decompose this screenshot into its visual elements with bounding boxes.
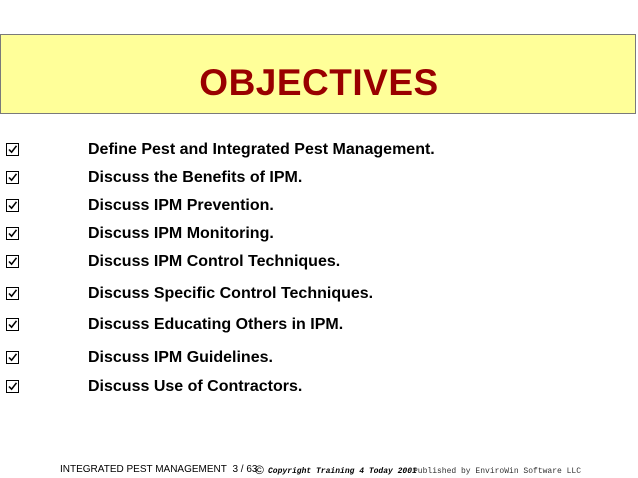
- copyright-symbol: ©: [255, 463, 264, 477]
- checkbox-checked-icon: [6, 318, 19, 331]
- item-text: Discuss IPM Prevention.: [88, 197, 274, 214]
- checkbox-checked-icon: [6, 227, 19, 240]
- checkbox-checked-icon: [6, 287, 19, 300]
- item-text: Discuss Specific Control Techniques.: [88, 285, 374, 302]
- item-text: Discuss IPM Monitoring.: [88, 225, 274, 242]
- checkbox-checked-icon: [6, 255, 19, 268]
- checkbox-checked-icon: [6, 199, 19, 212]
- checkbox-checked-icon: [6, 380, 19, 393]
- item-text: Discuss IPM Control Techniques.: [88, 253, 341, 270]
- slide-title: OBJECTIVES: [199, 62, 439, 103]
- copyright-text: Copyright Training 4 Today 2001: [268, 467, 417, 476]
- item-text: Discuss Use of Contractors.: [88, 378, 303, 395]
- checkbox-checked-icon: [6, 143, 19, 156]
- publisher-text: Published by EnviroWin Software LLC: [413, 467, 582, 476]
- footer-page-number: 3 / 63: [232, 464, 258, 475]
- checkbox-checked-icon: [6, 351, 19, 364]
- item-text: Discuss the Benefits of IPM.: [88, 169, 303, 186]
- item-text: Discuss IPM Guidelines.: [88, 349, 273, 366]
- checkbox-checked-icon: [6, 171, 19, 184]
- item-text: Define Pest and Integrated Pest Management.: [88, 141, 435, 158]
- footer-course-title: [60, 464, 257, 476]
- item-text: Discuss Educating Others in IPM.: [88, 316, 344, 333]
- footer-course-name: INTEGRATED PEST MANAGEMENT: [60, 464, 227, 475]
